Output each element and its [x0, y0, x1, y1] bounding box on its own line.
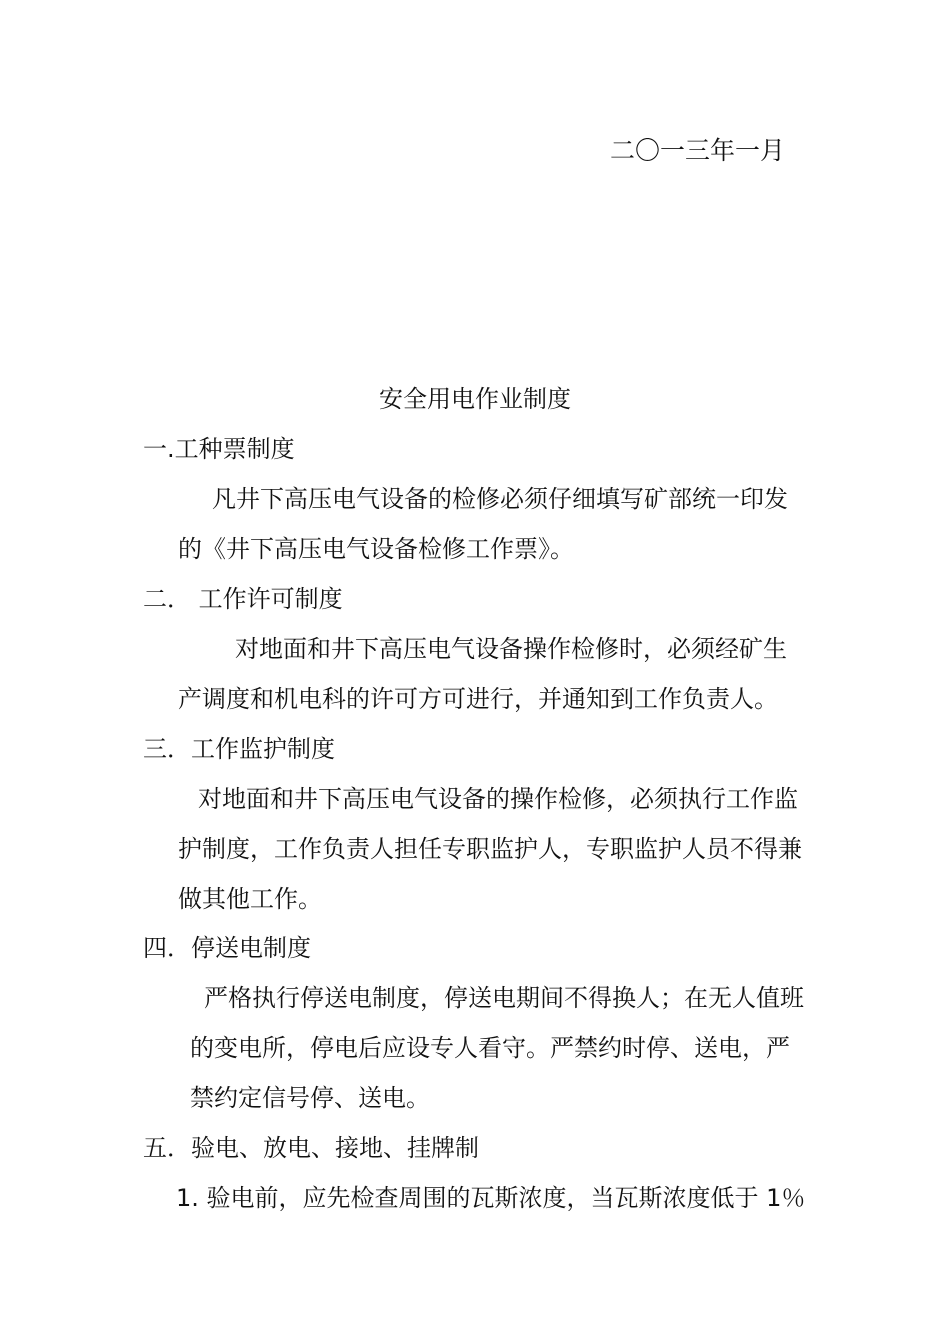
section-heading: 一.工种票制度 [143, 435, 295, 463]
paragraph-line: 做其他工作。 [178, 885, 322, 913]
paragraph-line: 凡井下高压电气设备的检修必须仔细填写矿部统一印发 [212, 485, 788, 513]
paragraph-line: 严格执行停送电制度，停送电期间不得换人；在无人值班 [204, 984, 804, 1012]
paragraph-line: 禁约定信号停、送电。 [190, 1084, 430, 1112]
paragraph-line: 护制度，工作负责人担任专职监护人，专职监护人员不得兼 [178, 835, 802, 863]
numbered-item: 1. 验电前，应先检查周围的瓦斯浓度，当瓦斯浓度低于 1％ [176, 1184, 806, 1212]
section-heading: 五．验电、放电、接地、挂牌制 [143, 1134, 479, 1162]
paragraph-line: 对地面和井下高压电气设备的操作检修，必须执行工作监 [198, 785, 798, 813]
section-heading: 四．停送电制度 [143, 934, 311, 962]
paragraph-line: 对地面和井下高压电气设备操作检修时，必须经矿生 [235, 635, 787, 663]
document-title: 安全用电作业制度 [379, 385, 571, 413]
paragraph-line: 的变电所，停电后应设专人看守。严禁约时停、送电，严 [190, 1034, 790, 1062]
document-date: 二〇一三年一月 [610, 136, 786, 165]
section-heading: 三．工作监护制度 [143, 735, 335, 763]
paragraph-line: 产调度和机电科的许可方可进行，并通知到工作负责人。 [178, 685, 778, 713]
section-heading: 二． 工作许可制度 [143, 585, 343, 613]
paragraph-line: 的《井下高压电气设备检修工作票》。 [178, 535, 574, 563]
